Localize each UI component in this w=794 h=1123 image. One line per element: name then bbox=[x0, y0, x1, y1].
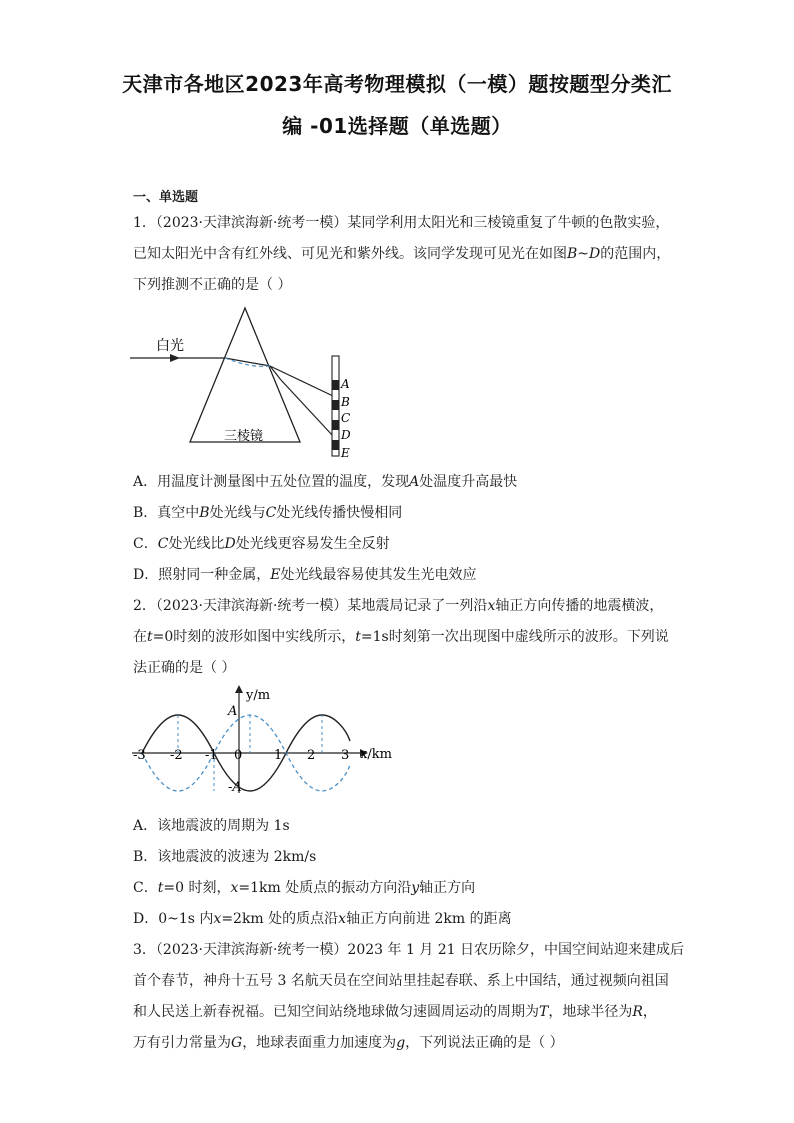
q1-option-a bbox=[133, 472, 517, 492]
x-tick-2: 2 bbox=[307, 748, 316, 763]
q3-stem-line4 bbox=[133, 1033, 564, 1053]
q1-stem-line3: 下列推测不正确的是（ ） bbox=[133, 277, 292, 293]
stem-var: G bbox=[231, 1035, 243, 1051]
option-text: B．真空中 bbox=[133, 505, 200, 521]
document-title-line2: 编 -01选择题（单选题） bbox=[282, 114, 512, 138]
y-axis-label: y/m bbox=[246, 688, 271, 703]
q1-stem-line1: 1．（2023·天津滨海新·统考一模）某同学利用太阳光和三棱镜重复了牛顿的色散实验， bbox=[133, 215, 670, 231]
stem-text: =0时刻的波形如图中实线所示， bbox=[152, 629, 356, 645]
prism-diagram bbox=[130, 300, 380, 465]
x-tick-neg2: -2 bbox=[170, 748, 183, 763]
option-text: 轴正方向前进 2km 的距离 bbox=[346, 911, 512, 927]
option-var: D bbox=[224, 536, 236, 552]
q2-option-d bbox=[133, 909, 512, 929]
stem-var: t bbox=[147, 629, 153, 645]
q2-option-b: B．该地震波的波速为 2km/s bbox=[133, 849, 317, 865]
white-light-label: 白光 bbox=[156, 338, 184, 354]
q2-stem-line2 bbox=[133, 627, 669, 647]
option-var: x bbox=[338, 911, 347, 927]
q2-option-c bbox=[133, 878, 475, 898]
stem-text: 2．（2023·天津滨海新·统考一模）某地震局记录了一列沿 bbox=[133, 598, 488, 614]
option-text: 处光线与 bbox=[209, 505, 266, 521]
option-var: x bbox=[213, 911, 222, 927]
q1-option-d bbox=[133, 565, 476, 585]
q1-option-b bbox=[133, 503, 402, 523]
option-var: A bbox=[409, 474, 420, 490]
stem-var: x bbox=[487, 598, 496, 614]
option-text: =2km 处的质点沿 bbox=[221, 911, 339, 927]
prism-label: 三棱镜 bbox=[224, 429, 264, 444]
q1-option-c bbox=[133, 534, 390, 554]
stem-var: g bbox=[396, 1035, 406, 1051]
x-axis-label: x/km bbox=[360, 747, 392, 762]
stem-text: 和人民送上新春祝福。已知空间站绕地球做匀速圆周运动的周期为 bbox=[133, 1004, 539, 1020]
screen-label-e: E bbox=[341, 446, 350, 460]
q1-stem-line2 bbox=[133, 244, 670, 264]
option-var: B bbox=[199, 505, 210, 521]
y-axis-arrow-icon bbox=[235, 685, 243, 693]
q2-option-a: A．该地震波的周期为 1s bbox=[133, 818, 290, 834]
screen-label-a: A bbox=[341, 377, 350, 391]
section-heading: 一、单选题 bbox=[133, 190, 199, 205]
q3-stem-line1: 3．（2023·天津滨海新·统考一模）2023 年 1 月 21 日农历除夕，中国空间站迎来建成后 bbox=[133, 942, 685, 958]
stem-text: =1s时刻第一次出现图中虚线所示的波形。下列说 bbox=[360, 629, 669, 645]
option-text: C． bbox=[133, 880, 158, 896]
q3-stem-line2: 首个春节，神舟十五号 3 名航天员在空间站里挂起春联、系上中国结，通过视频向祖国 bbox=[133, 973, 669, 989]
option-var: y bbox=[411, 880, 420, 896]
stem-text: ，地球表面重力加速度为 bbox=[242, 1035, 397, 1051]
stem-text: ，地球半径为 bbox=[548, 1004, 633, 1020]
option-text: 轴正方向 bbox=[419, 880, 476, 896]
option-var: x bbox=[230, 880, 239, 896]
x-tick-neg1: -1 bbox=[205, 748, 218, 763]
stem-text: ， bbox=[642, 1004, 657, 1020]
x-tick-0: 0 bbox=[234, 748, 243, 763]
option-text: A．用温度计测量图中五处位置的温度，发现 bbox=[133, 474, 410, 490]
q1-stem-text: 已知太阳光中含有红外线、可见光和紫外线。该同学发现可见光在如图 bbox=[133, 246, 567, 262]
option-text: 处光线更容易发生全反射 bbox=[235, 536, 390, 552]
screen-label-c: C bbox=[341, 411, 351, 425]
q3-stem-line3 bbox=[133, 1002, 657, 1022]
option-text: D．照射同一种金属， bbox=[133, 567, 271, 583]
screen-label-b: B bbox=[341, 395, 350, 409]
stem-text: 轴正方向传播的地震横波， bbox=[495, 598, 664, 614]
prism-shape bbox=[190, 308, 300, 442]
q1-range: B~D bbox=[567, 246, 601, 262]
option-text: 处光线最容易使其发生光电效应 bbox=[280, 567, 477, 583]
q1-stem-text-end: 的范围内， bbox=[600, 246, 671, 262]
option-text: C． bbox=[133, 536, 158, 552]
stem-text: 在 bbox=[133, 629, 147, 645]
wave-graph bbox=[128, 683, 408, 803]
option-text: =0 时刻， bbox=[163, 880, 231, 896]
x-tick-1: 1 bbox=[274, 748, 283, 763]
amplitude-neg-label: -A bbox=[228, 780, 242, 795]
option-text: 处光线比 bbox=[168, 536, 225, 552]
option-text: 处光线传播快慢相同 bbox=[276, 505, 403, 521]
stem-var: T bbox=[539, 1004, 549, 1020]
document-title-line1: 天津市各地区2023年高考物理模拟（一模）题按题型分类汇 bbox=[122, 72, 672, 96]
ray-arrow-icon bbox=[170, 354, 180, 362]
stem-var: R bbox=[632, 1004, 643, 1020]
option-text: =1km 处质点的振动方向沿 bbox=[238, 880, 412, 896]
option-text: 处温度升高最快 bbox=[419, 474, 518, 490]
stem-text: 万有引力常量为 bbox=[133, 1035, 231, 1051]
stem-var: t bbox=[355, 629, 361, 645]
amplitude-pos-label: A bbox=[228, 704, 238, 719]
screen-label-d: D bbox=[341, 428, 351, 442]
stem-text: ，下列说法正确的是（ ） bbox=[405, 1035, 564, 1051]
option-var: E bbox=[270, 567, 281, 583]
q2-stem-line1 bbox=[133, 596, 663, 616]
q2-stem-line3: 法正确的是（ ） bbox=[133, 660, 236, 676]
option-var: C bbox=[265, 505, 277, 521]
option-var: t bbox=[157, 880, 164, 896]
x-tick-3: 3 bbox=[341, 748, 350, 763]
option-var: C bbox=[157, 536, 169, 552]
x-tick-neg3: -3 bbox=[133, 748, 146, 763]
option-text: D．0~1s 内 bbox=[133, 911, 214, 927]
